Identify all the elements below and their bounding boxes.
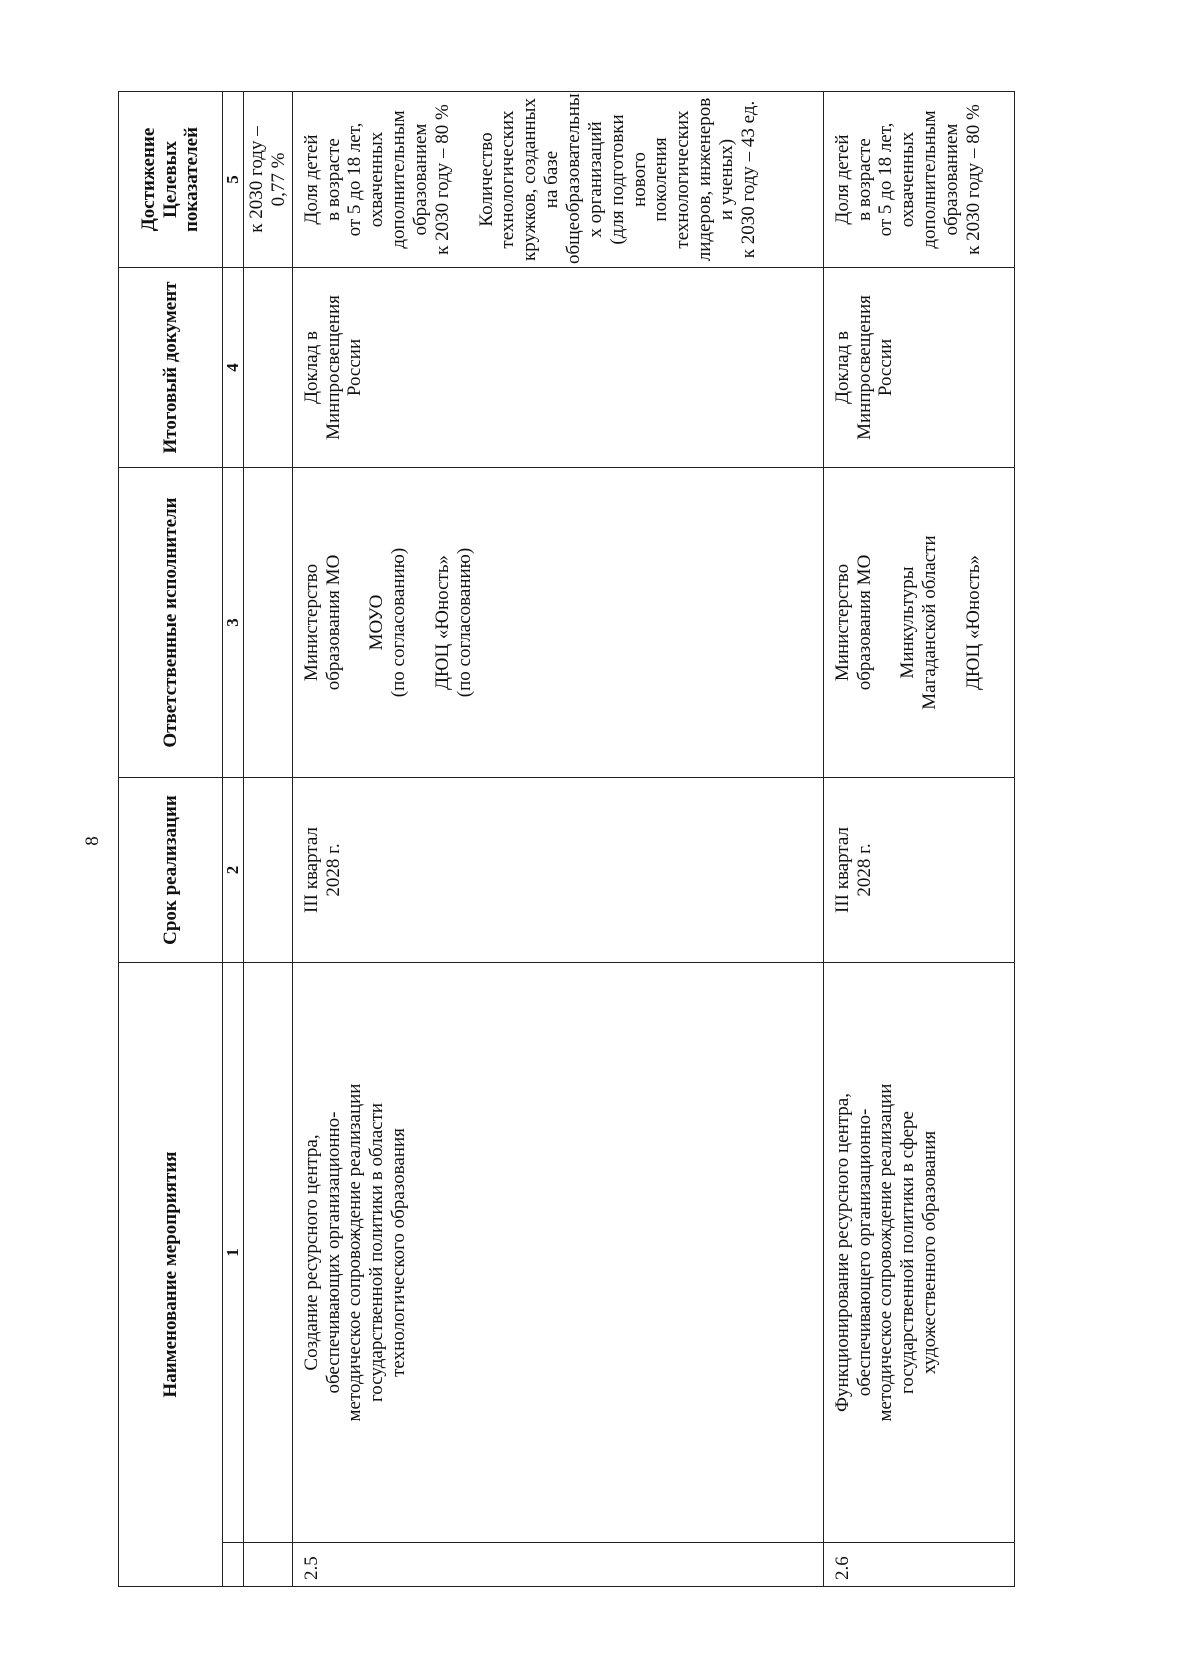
table-row [292,92,823,1587]
row-index: 2.6 [823,1543,1014,1587]
header-term: Срок реализации [119,778,223,963]
prev-goals-cell: к 2030 году – 0,77 % [244,92,293,268]
col-num-4: 4 [223,268,244,468]
header-row [119,92,223,1587]
table-row-continued [244,92,293,1587]
measure-term: III квартал 2028 г. [823,778,1014,963]
measure-document: Доклад в Минпросвещения России [823,268,1014,468]
responsible-item: ДЮЦ «Юность» [963,554,985,691]
measure-document: Доклад в Минпросвещения России [292,268,823,468]
goal-item: Доля детей в возрасте от 5 до 18 лет, охваченных дополнительным образованием к 2030 году – 80 % [300,104,453,255]
table-row [823,92,1014,1587]
page-number: 8 [82,836,103,846]
measure-responsible [292,468,823,778]
measure-name: Создание ресурсного центра, обеспечивающих организационно- методическое сопровождение реализации государственной политики в области технологического образования [292,963,823,1543]
col-num-0 [223,1543,244,1587]
header-responsible: Ответственные исполнители [119,468,223,778]
column-number-row [223,92,244,1587]
responsible-item: МОУО (по согласованию) [366,547,410,698]
responsible-item: Министерство образования МО [300,554,344,691]
col-num-5: 5 [223,92,244,268]
measure-term: III квартал 2028 г. [292,778,823,963]
goal-item: Доля детей в возрасте от 5 до 18 лет, охваченных дополнительным образованием к 2030 году – 80 % [831,104,984,255]
measures-table [118,91,1015,1587]
rotated-table-wrapper [118,92,1128,1587]
col-num-2: 2 [223,778,244,963]
header-goals: Достижение Целевых показателей [119,92,223,268]
goal-item: Количество технологических кружков, созданных на базе общеобразовательны х организаций (для подготовки нового поколения технологических лидеров, инженеров и ученых) к 2030 году – 43 ед. [475,93,759,264]
row-index: 2.5 [292,1543,823,1587]
measure-goals [292,92,823,268]
col-num-1: 1 [223,963,244,1543]
responsible-item: Минкультуры Магаданской области [897,535,941,710]
measure-name: Функционирование ресурсного центра, обеспечивающего организационно- методическое сопровождение реализации государственной политики в сфере художественного образования [823,963,1014,1543]
measure-goals [823,92,1014,268]
responsible-item: Министерство образования МО [831,554,875,691]
col-num-3: 3 [223,468,244,778]
header-name: Наименование мероприятия [119,963,223,1587]
header-document: Итоговый документ [119,268,223,468]
responsible-item: ДЮЦ «Юность» (по согласованию) [432,547,475,698]
measure-responsible [823,468,1014,778]
